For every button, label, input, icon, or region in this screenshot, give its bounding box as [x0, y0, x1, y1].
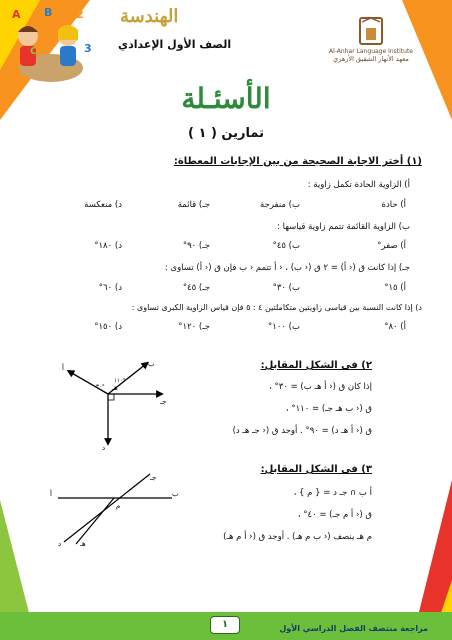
q3-ray-me: [76, 498, 114, 544]
q3-heading: ٣) فى الشكل المقابل:: [260, 464, 372, 475]
q1-part-c-stem: جـ) إذا كانت ق (‹ أ) = ٢ ق (‹ ب) ، ‹ أ تتمم ‹ ب فإن ق (‹ أ) تساوى :: [164, 263, 410, 273]
q1-part-b-option-2: ب) ٤٥°: [272, 241, 300, 251]
q3-label-e: هـ: [80, 540, 86, 548]
q3-label-b: ب: [172, 490, 179, 498]
q1-part-a-option-1: أ) حادة: [381, 200, 406, 210]
kids-illustration: [6, 6, 96, 86]
page-number: ١: [210, 616, 240, 634]
q3-line-2: ق (‹ أ م جـ) = ٤٠° ،: [297, 510, 372, 520]
logo-text-english: Al-Anhar Language Institute: [329, 48, 413, 55]
q2-angle-30: ٣٠°: [96, 384, 105, 390]
brand-title: الهندسة: [120, 6, 179, 27]
q2-ray-ea: [70, 372, 108, 394]
q2-angle-110: ١١٠°: [114, 378, 126, 384]
q1-part-d-option-4: د) ١٥٠°: [94, 322, 122, 332]
q3-line-3: م هـ ينصف (‹ ب م هـ) . أوجد ق (‹ أ م هـ): [223, 532, 372, 542]
q2-label-b: ب: [148, 360, 155, 368]
q2-label-e: هـ: [112, 384, 118, 392]
q2-line-3: ق (‹ أ هـ د) = ٩٠° . أوجد ق (‹ جـ هـ د): [232, 426, 372, 436]
q2-label-c: جـ: [160, 398, 167, 406]
q2-line-1: إذا كان ق (‹ أ هـ ب) = ٣٠° ،: [269, 382, 372, 392]
q1-part-d-stem: د) إذا كانت النسبة بين قياسى زاويتين متكاملتين ٤ : ٥ فإن قياس الزاوية الكبرى تساوى :: [131, 303, 422, 312]
exercise-title: تمارين ( ١ ): [188, 126, 264, 141]
q1-part-c-option-3: جـ) ٤٥°: [182, 283, 210, 293]
q1-part-c-option-1: أ) ١٥°: [384, 283, 406, 293]
q1-part-c-option-2: ب) ٣٠°: [272, 283, 300, 293]
q1-part-b-option-3: جـ) ٩٠°: [182, 241, 210, 251]
q3-figure: [50, 470, 180, 550]
q2-label-a: أ: [62, 364, 64, 372]
logo-text-arabic: معهد الأنهار الشقيق الأزهري: [333, 55, 409, 63]
q2-line-2: ق (‹ ب هـ جـ) = ١١٠° ،: [285, 404, 372, 414]
q2-label-d: د: [102, 444, 106, 452]
q1-part-c-option-4: د) ٦٠°: [98, 283, 122, 293]
q3-line-1: أ ب ∩ جـ د = { م } ،: [293, 488, 372, 498]
grade-label: الصف الأول الإعدادي: [118, 38, 232, 51]
q1-part-a-option-4: د) منعكسة: [84, 200, 122, 210]
q1-heading: (١) أختر الاجابة الصحيحة من بين الإجابات المعطاة:: [173, 156, 422, 167]
q1-part-b-option-4: د) ١٨٠°: [94, 241, 122, 251]
q3-label-c: جـ: [150, 474, 157, 482]
q1-part-a-option-2: ب) منفرجة: [260, 200, 300, 210]
q3-label-d: د: [58, 540, 62, 548]
letter-a: A: [12, 8, 21, 21]
digit-3: 3: [84, 42, 92, 55]
q1-part-d-option-3: جـ) ١٢٠°: [178, 322, 210, 332]
q3-line-cd: [64, 474, 150, 542]
q1-part-b-stem: ب) الزاوية القائمة تتمم زاوية قياسها :: [277, 222, 410, 232]
q1-part-d-option-2: ب) ١٠٠°: [268, 322, 300, 332]
digit-2: 2: [76, 8, 84, 21]
q2-right-angle-mark: [108, 394, 114, 400]
q2-heading: ٢) فى الشكل المقابل:: [260, 360, 372, 371]
q1-part-a-option-3: جـ) قائمة: [177, 200, 210, 210]
q3-label-a: أ: [50, 490, 52, 498]
q3-label-m: م: [116, 502, 121, 510]
q1-part-a-stem: أ) الزاوية الحادة تكمل زاوية :: [307, 180, 410, 190]
q1-part-d-option-1: أ) ٨٠°: [384, 322, 406, 332]
q1-part-b-option-1: أ) صفر°: [377, 241, 406, 251]
footer-text: مراجعة منتصف الفصل الدراسي الأول: [279, 624, 428, 633]
letter-b: B: [44, 6, 53, 19]
page-title: الأسئـلة: [181, 82, 271, 115]
q2-figure: [48, 358, 178, 452]
letter-c: C: [30, 46, 38, 57]
